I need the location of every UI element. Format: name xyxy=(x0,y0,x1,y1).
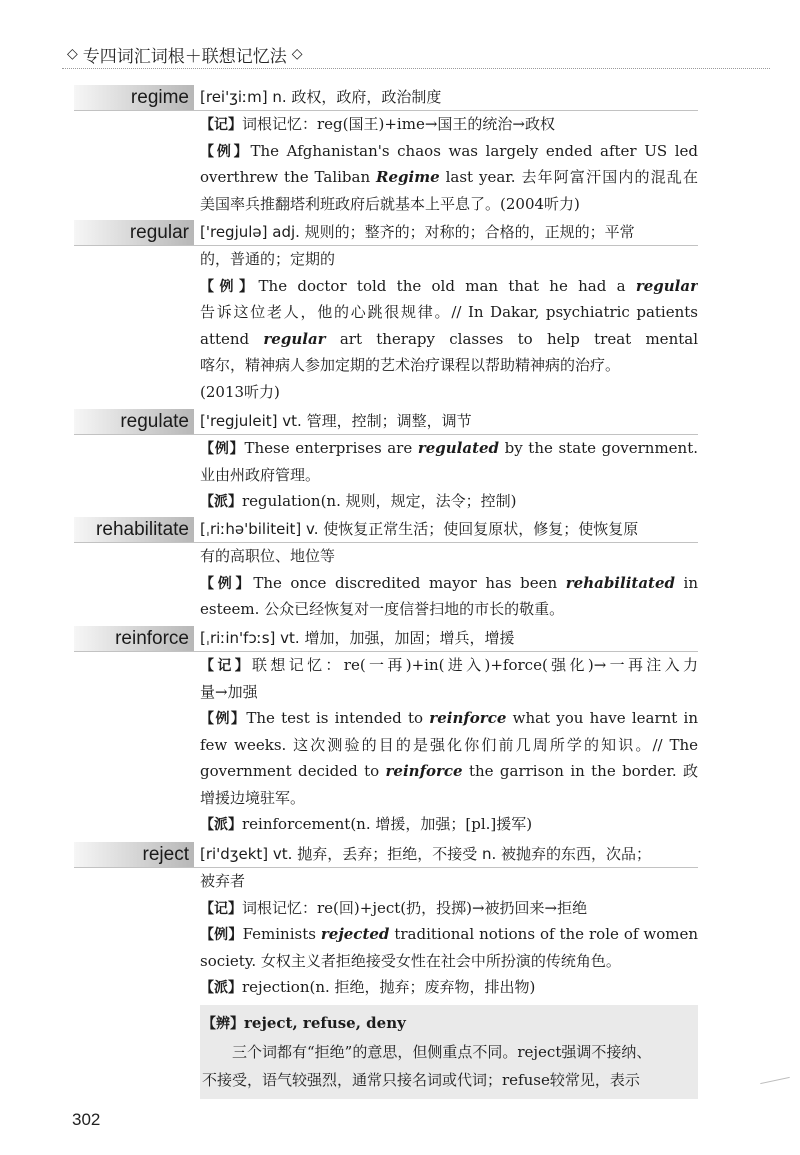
example-line xyxy=(200,785,698,812)
entry-reinforce xyxy=(74,626,698,838)
definition: ['regjuleit] vt. 管理，控制；调整，调节 xyxy=(200,412,472,430)
text-run: esteem. 公众已经恢复对一度信誉扫地的市长的敬重。 xyxy=(200,600,565,618)
keyword: regular xyxy=(635,276,698,295)
text-run: The once discredited mayor has been xyxy=(253,573,566,592)
distinction-box xyxy=(200,1005,698,1099)
keyword: rehabilitated xyxy=(565,573,676,592)
text-run: traditional notions of the role of women xyxy=(394,925,698,943)
text-run: 的，普通的；定期的 xyxy=(200,250,336,268)
text-run: overthrew the Taliban xyxy=(200,168,377,186)
text-run: 喀尔，精神病人参加定期的艺术治疗课程以帮助精神病的治疗。 xyxy=(200,356,621,374)
text-run: few weeks. 这次测验的目的是强化你们前几周所学的知识。// The xyxy=(200,735,698,754)
derivative-line xyxy=(200,488,698,515)
example-tag: 【例】 xyxy=(200,927,243,943)
text-run: society. 女权主义者拒绝接受女性在社会中所扮演的传统角色。 xyxy=(200,951,621,970)
text-run: in xyxy=(683,573,698,592)
text-run: attend xyxy=(200,329,264,348)
keyword: rejected xyxy=(320,925,390,943)
entry-regime xyxy=(74,85,698,217)
diamond-icon: ◇ xyxy=(291,46,303,62)
running-header xyxy=(62,40,770,69)
page-number: 302 xyxy=(72,1110,101,1129)
headword: reinforce xyxy=(74,626,194,651)
headword: reject xyxy=(74,842,194,867)
text-run: reinforcement(n. 增援，加强；[pl.]援军) xyxy=(242,815,533,833)
memory-line xyxy=(200,652,698,679)
distinction-line: 三个词都有“拒绝”的意思，但侧重点不同。reject强调不接纳、 xyxy=(232,1043,652,1061)
example-line xyxy=(200,164,698,191)
distinction-heading: 【辨】reject, refuse, deny xyxy=(202,1014,406,1032)
book-title: 专四词汇词根＋联想记忆法 xyxy=(82,46,287,67)
text-run: 有的高职位、地位等 xyxy=(200,547,336,565)
text-run: 告诉这位老人，他的心跳很规律。// In Dakar, psychiatric patients xyxy=(200,303,698,321)
entry-rehabilitate xyxy=(74,517,698,623)
memory-tag: 【记】 xyxy=(200,900,242,917)
example-line xyxy=(200,379,698,406)
text-run: last year. 去年阿富汗国内的混乱在 xyxy=(439,168,698,186)
distinction-line: 不接受，语气较强烈，通常只接名词或代词；refuse较常见，表示 xyxy=(202,1071,640,1089)
keyword: reinforce xyxy=(429,709,507,727)
text-run: 联想记忆：re(一再)+in(进入)+force(强化)→一再注入力 xyxy=(252,656,698,674)
text-run: 业由州政府管理。 xyxy=(200,465,321,484)
text-run: The Afghanistan's chaos was largely ended after US led xyxy=(250,141,698,160)
example-tag: 【例】 xyxy=(200,441,245,457)
text-run: (2013听力) xyxy=(200,382,280,401)
text-run: what you have learnt in xyxy=(512,709,698,727)
text-run: The test is intended to xyxy=(246,709,430,727)
example-line xyxy=(200,948,698,975)
example-line xyxy=(200,352,698,379)
text-run: regulation(n. 规则，规定，法令；控制) xyxy=(242,492,517,510)
memory-line xyxy=(200,895,698,922)
text-run: 词根记忆：reg(国王)+ime→国王的统治→政权 xyxy=(242,115,555,133)
text-run: 增援边境驻军。 xyxy=(200,788,306,807)
text-run: 被弃者 xyxy=(200,872,246,890)
keyword: Regime xyxy=(376,168,440,186)
derivative-tag: 【派】 xyxy=(200,817,242,833)
example-line xyxy=(200,462,698,489)
derivative-tag: 【派】 xyxy=(200,494,242,510)
example-tag: 【例】 xyxy=(200,711,247,727)
memory-tag: 【记】 xyxy=(200,658,253,674)
headword: regulate xyxy=(74,409,194,434)
definition-line xyxy=(200,543,698,570)
example-tag: 【例】 xyxy=(200,575,254,592)
example-line xyxy=(200,299,698,326)
definition: [ˌriːin'fɔːs] vt. 增加，加强，加固；增兵，增援 xyxy=(200,629,515,647)
derivative-tag: 【派】 xyxy=(200,980,242,996)
example-tag: 【例】 xyxy=(200,278,259,295)
text-run: 量→加强 xyxy=(200,682,258,701)
text-run: These enterprises are xyxy=(244,439,418,457)
entry-reject xyxy=(74,842,698,1001)
text-run: art therapy classes to help treat mental xyxy=(339,329,698,348)
memory-tag: 【记】 xyxy=(200,117,242,133)
text-run: government decided to xyxy=(200,762,386,780)
definition: [ri'dʒekt] vt. 抛弃，丢弃；拒绝，不接受 n. 被抛弃的东西，次品； xyxy=(200,845,652,863)
headword: regime xyxy=(74,85,194,110)
example-line xyxy=(200,191,698,218)
example-line xyxy=(200,326,698,353)
memory-line xyxy=(200,111,698,138)
diamond-icon: ◇ xyxy=(67,46,78,62)
example-line xyxy=(200,596,698,623)
headword: regular xyxy=(74,220,194,245)
text-run: rejection(n. 拒绝，抛弃；废弃物，排出物) xyxy=(242,978,536,996)
example-tag: 【例】 xyxy=(200,143,251,160)
text-run: the garrison in the border. 政 xyxy=(468,762,698,780)
example-line xyxy=(200,921,698,948)
definition: ['regjulə] adj. 规则的；整齐的；对称的；合格的，正规的；平常 xyxy=(200,223,635,241)
derivative-line xyxy=(200,811,698,838)
text-run: 词根记忆：re(回)+ject(扔，投掷)→被扔回来→拒绝 xyxy=(242,898,588,917)
distinction-tag: 【辨】 xyxy=(202,1016,244,1032)
example-line xyxy=(200,705,698,732)
example-line xyxy=(200,435,698,462)
example-line xyxy=(200,570,698,597)
definition: [rei'ʒiːm] n. 政权，政府，政治制度 xyxy=(200,88,442,106)
text-run: 美国率兵推翻塔利班政府后就基本上平息了。(2004听力) xyxy=(200,194,580,213)
definition-line xyxy=(200,246,698,273)
definition-line xyxy=(200,868,698,895)
text-run: by the state government. xyxy=(504,439,698,457)
keyword: regular xyxy=(263,329,326,348)
keyword: regulated xyxy=(417,439,500,457)
derivative-line xyxy=(200,974,698,1001)
definition: [ˌriːhə'biliteit] v. 使恢复正常生活；使回复原状，修复；使恢复原 xyxy=(200,520,639,538)
memory-line xyxy=(200,679,698,706)
example-line xyxy=(200,273,698,300)
text-run: Feminists xyxy=(242,925,321,943)
keyword: reinforce xyxy=(385,762,463,780)
scan-mark xyxy=(760,1077,790,1084)
example-line xyxy=(200,732,698,759)
example-line xyxy=(200,758,698,785)
entry-regular xyxy=(74,220,698,405)
text-run: The doctor told the old man that he had a xyxy=(258,276,636,295)
headword: rehabilitate xyxy=(74,517,194,542)
example-line xyxy=(200,138,698,165)
entry-regulate xyxy=(74,409,698,515)
